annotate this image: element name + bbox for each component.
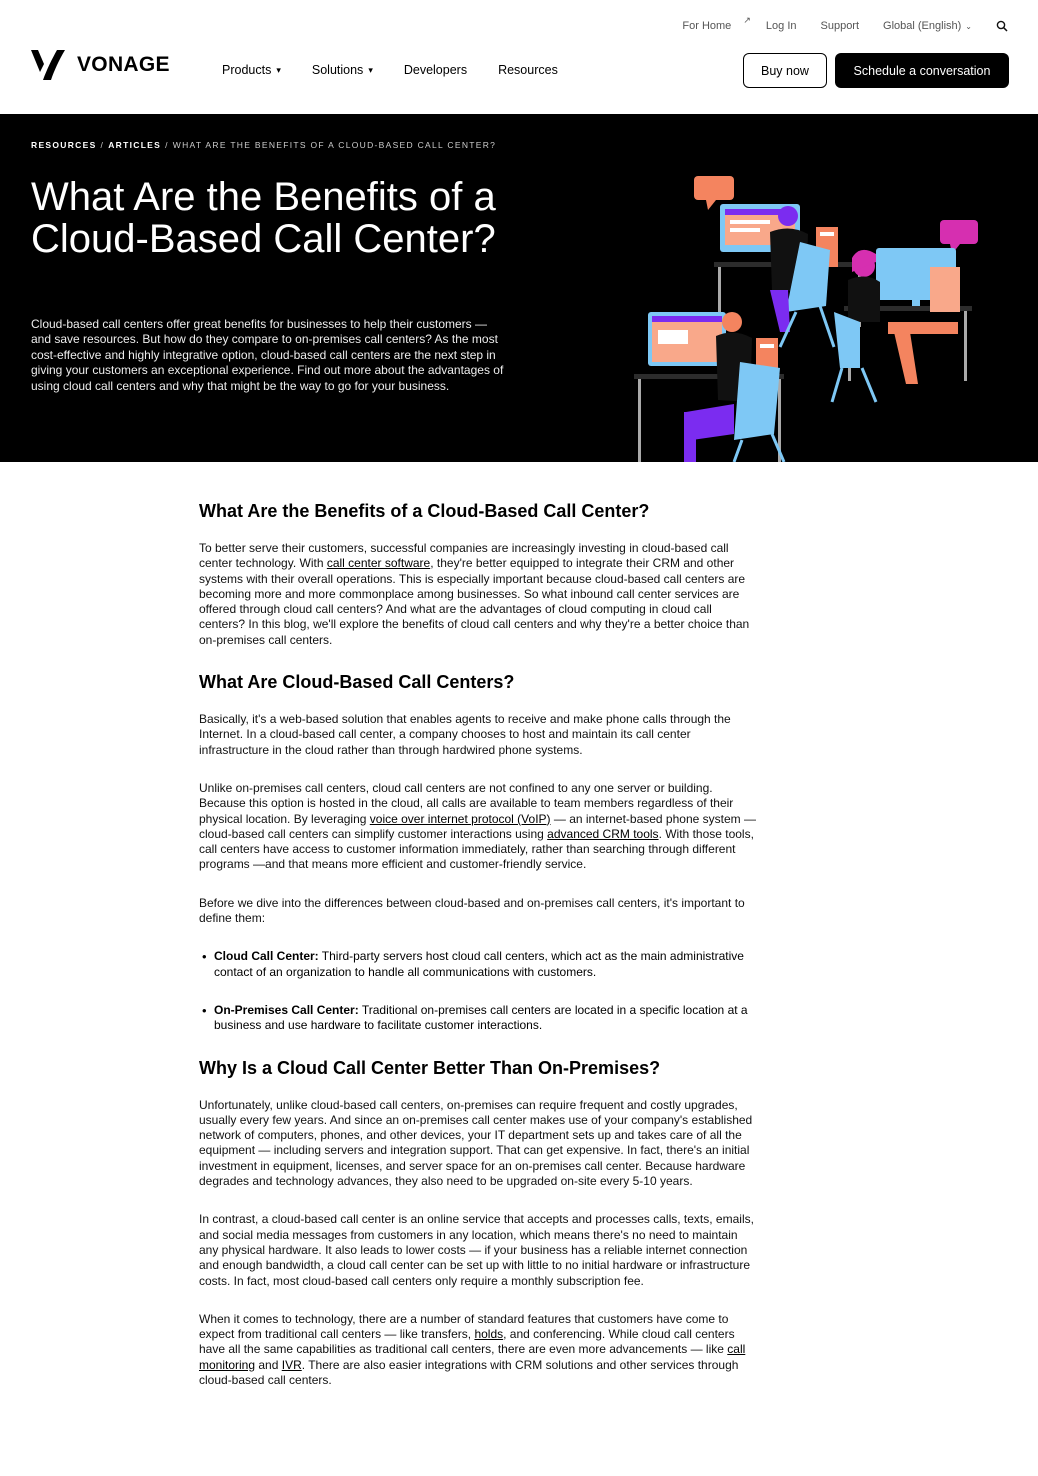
utility-nav [682,15,1008,32]
article-paragraph [199,781,759,873]
call-monitoring-link[interactable]: call monitoring [199,1342,746,1372]
text-span: . There are also easier integrations with CRM solutions and other services through cloud-based call centers. [199,1357,739,1387]
support-link[interactable]: Support [820,20,860,32]
vonage-logo[interactable] [31,50,170,80]
breadcrumb-separator: / [100,140,105,150]
breadcrumb-articles[interactable]: ARTICLES [108,140,162,150]
region-selector[interactable] [883,20,972,32]
breadcrumb [31,140,496,150]
list-text: Traditional on-premises call centers are located in a specific location at a business and use hardware to facilitate customer interactions. [214,1002,748,1033]
vonage-v-logo-icon [31,50,65,80]
search-icon[interactable] [996,20,1008,32]
section-heading: What Are the Benefits of a Cloud-Based Call Center? [199,501,650,521]
nav-solutions[interactable] [312,63,373,77]
site-header [0,0,1038,114]
chevron-down-icon: ⌄ [965,22,972,31]
agent-workstation [832,248,972,402]
section-heading: What Are Cloud-Based Call Centers? [199,672,515,693]
call-center-illustration [630,172,980,462]
text-span: , and conferencing. While cloud call centers have all the same capabilities as traditional call centers, there are even more advancements — like [199,1327,735,1357]
hero-banner [0,114,1038,462]
nav-developers-label: Developers [403,63,468,77]
external-link-icon: ↗ [743,15,751,25]
chevron-down-icon: ▾ [368,64,373,75]
schedule-conversation-button[interactable]: Schedule a conversation [835,53,1009,88]
text-span: . With those tools, call centers have access to customer information immediately, rather than searching through different programs —and that means more efficient and customer-friendly service. [199,826,754,872]
nav-resources-label: Resources [498,63,558,77]
voip-link[interactable]: voice over internet protocol (VoIP) [369,811,551,826]
main-nav [222,63,558,77]
text-span: Unlike on-premises call centers, cloud call centers are not confined to any one server or building. Because this option is hosted in the cloud, all calls are available to team members regardless of their physical location. By leveraging [199,780,734,826]
article-paragraph [199,1312,759,1388]
page-title: What Are the Benefits of a Cloud-Based Call Center? [31,175,496,261]
list-item [199,1003,759,1034]
breadcrumb-resources[interactable]: RESOURCES [31,140,97,150]
article-paragraph: Before we dive into the differences between cloud-based and on-premises call centers, it's important to define them: [199,895,745,926]
chevron-down-icon: ▾ [276,64,281,75]
for-home-label: For Home [682,20,732,32]
text-span: and [255,1357,282,1372]
list-term: On-Premises Call Center: [214,1002,359,1017]
crm-tools-link[interactable]: advanced CRM tools [547,826,659,841]
ivr-link[interactable]: IVR [281,1357,302,1372]
article-paragraph: In contrast, a cloud-based call center is an online service that accepts and processes calls, texts, emails, and social media messages from customers in any location, which means there's no need to maintain any physical hardware. It also leads to lower costs — if your business has a reliable internet connection and enough bandwidth, a cloud call center can be set up with little to no initial hardware or infrastructure costs. In fact, most cloud-based call centers only require a monthly subscription fee. [199,1212,754,1288]
article-paragraph [199,541,759,648]
nav-products[interactable] [222,63,281,77]
nav-products-label: Products [222,63,272,77]
buy-now-button[interactable]: Buy now [743,53,827,88]
nav-resources[interactable] [498,63,558,77]
article-body [199,500,759,1411]
holds-link[interactable]: holds [474,1327,504,1342]
nav-solutions-label: Solutions [311,63,364,77]
breadcrumb-current: WHAT ARE THE BENEFITS OF A CLOUD-BASED CALL CENTER? [172,140,497,150]
for-home-link[interactable] [682,15,751,32]
text-span: When it comes to technology, there are a number of standard features that customers have come to expect from traditional call centers — like transfers, [199,1311,729,1342]
list-text: Third-party servers host cloud call centers, which act as the main administrative contact of an organization to handle all communications with customers. [214,949,744,979]
call-center-software-link[interactable]: call center software [326,556,431,571]
nav-developers[interactable] [404,63,467,77]
breadcrumb-separator: / [165,140,169,150]
hero-description: Cloud-based call centers offer great benefits for businesses to help their customers — and save resources. But how do they compare to on-premises call centers? As the most cost-effective and highly integrative option, cloud-based call centers are the next step in giving your customers an exceptional experience. Find out more about the advantages of using cloud call centers and why that might be the way to go for your business. [31,317,504,393]
region-label: Global (English) [883,20,962,32]
text-span: , they're better equipped to integrate their CRM and other systems with their overall operations. This is especially important because cloud-based call centers are becoming more and more commonplace among businesses. So what inbound call center services are offered through cloud call centers? And what are the advantages of cloud computing in cloud call centers? In this blog, we'll explore the benefits of cloud call centers and why they're a better choice than on-premises call centers. [199,556,750,647]
login-link[interactable]: Log In [765,20,797,32]
section-heading: Why Is a Cloud Call Center Better Than On-Premises? [199,1057,661,1078]
text-span: — an internet-based phone system — cloud-based call centers can simplify customer interactions using [199,811,756,841]
article-paragraph: Unfortunately, unlike cloud-based call centers, on-premises can require frequent and costly upgrades, usually every few years. And since an on-premises call center makes use of your company's established network of computers, phones, and other devices, your IT department sets up and takes care of all the equipment — including servers and integration support. That can get expensive. In fact, there's an initial investment in equipment, licenses, and server space for an on-premises call center. Because hardware degrades and technology advances, they also need to be upgraded on-site every 5-10 years. [199,1097,753,1189]
logo-wordmark: VONAGE [77,53,170,76]
list-item [199,949,759,980]
definition-list [199,949,759,1033]
text-span: To better serve their customers, successful companies are increasingly investing in cloud-based call center technology. With [199,541,729,571]
list-term: Cloud Call Center: [214,949,319,964]
article-paragraph: Basically, it's a web-based solution that enables agents to receive and make phone calls through the Internet. In a cloud-based call center, a company chooses to host and maintain its call center infrastructure in the cloud rather than through hardwired phone systems. [199,712,731,757]
agent-workstation [634,312,784,462]
